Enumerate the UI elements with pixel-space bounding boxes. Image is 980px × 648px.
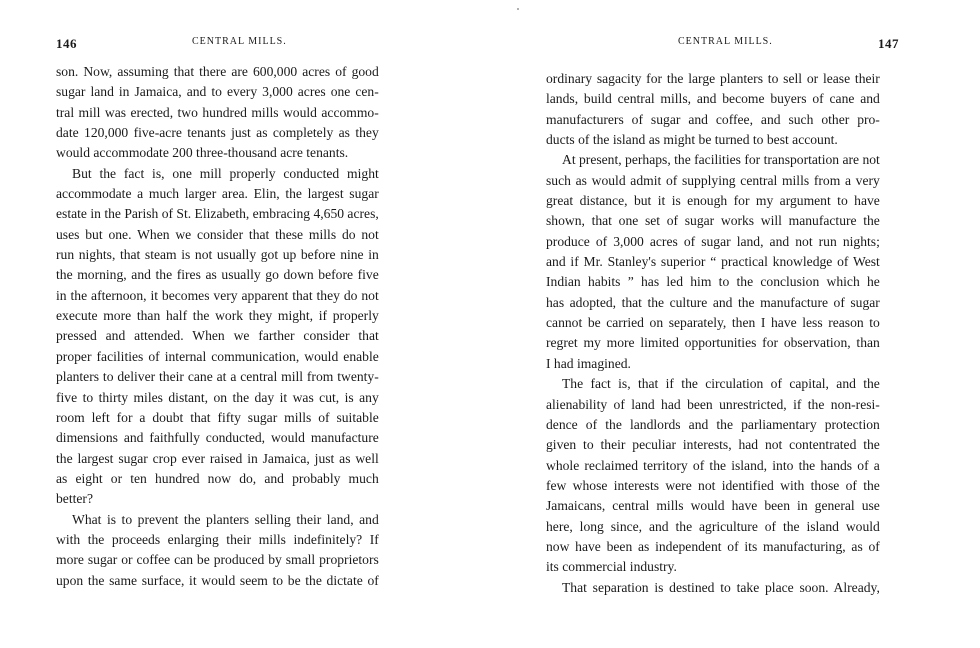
text-line: more sugar or coffee can be produced by small proprietors: [56, 552, 379, 568]
text-line: proper facilities of internal communication, would enable: [56, 348, 379, 364]
text-line: the largest sugar crop ever raised in Jamaica, just as well: [56, 450, 379, 466]
text-line: estate in the Parish of St. Elizabeth, embracing 4,650 acres,: [56, 206, 379, 222]
running-head: CENTRAL MILLS.: [678, 36, 773, 47]
text-line: The fact is, that if the circulation of capital, and the: [562, 376, 880, 392]
text-line: dence of the landlords and the parliamentary protection: [546, 416, 880, 432]
text-line: would accommodate 200 three-thousand acre tenants.: [56, 145, 349, 161]
text-line: At present, perhaps, the facilities for transportation are not: [562, 152, 880, 168]
text-line: What is to prevent the planters selling their land, and: [72, 511, 379, 527]
text-line: Indian habits ” has led him to the conclusion which he: [546, 274, 880, 290]
text-line: in the afternoon, it becomes very apparent that they do not: [56, 287, 379, 303]
text-line: room left for a doubt that fifty sugar mills of suitable: [56, 409, 379, 425]
text-line: sugar land in Jamaica, and to every 3,000 acres one cen-: [56, 84, 379, 100]
page-body: [56, 62, 379, 591]
text-line: shown, that one set of sugar works will manufacture the: [546, 213, 880, 229]
text-line: planters to deliver their cane at a central mill from twenty-: [56, 369, 379, 385]
text-line: tral mill was erected, two hundred mills would accommo-: [56, 104, 379, 120]
text-line: regret my more limited opportunities for observation, than: [546, 335, 880, 351]
text-line: But the fact is, one mill properly conducted might: [72, 165, 379, 181]
text-line: cannot be carried on separately, then I have less reason to: [546, 315, 880, 331]
text-line: five to thirty miles distant, on the day it was cut, is any: [56, 389, 379, 405]
text-line: has adopted, that the culture and the manufacture of sugar: [546, 294, 880, 310]
text-line: uses but one. When we consider that these mills do not: [56, 226, 379, 242]
text-line: produce of 3,000 acres of sugar land, and not run nights;: [546, 233, 880, 249]
text-line: lands, build central mills, and become buyers of cane and: [546, 91, 880, 107]
text-line: the morning, and the fires as usually go down before five: [56, 267, 379, 283]
text-line: pressed and attended. When we farther consider that: [56, 328, 379, 344]
page-number: 146: [56, 36, 77, 51]
text-line: great distance, but it is enough for my argument to have: [546, 193, 880, 209]
text-line: such as would admit of supplying central mills from a very: [546, 172, 880, 188]
text-line: That separation is destined to take place soon. Already,: [562, 579, 880, 595]
text-line: its commercial industry.: [546, 559, 677, 575]
text-line: run nights, that steam is not usually got up before nine in: [56, 247, 379, 263]
text-line: few whose interests were not identified with those of the: [546, 477, 880, 493]
text-line: now have been as independent of its manufacturing, as of: [546, 538, 880, 554]
text-line: better?: [56, 491, 93, 507]
text-line: and if Mr. Stanley's superior “ practical knowledge of West: [546, 254, 880, 270]
text-line: date 120,000 five-acre tenants just as completely as they: [56, 125, 379, 141]
running-head: CENTRAL MILLS.: [192, 36, 287, 47]
page-number: 147: [878, 36, 899, 51]
text-line: I had imagined.: [546, 355, 631, 371]
text-line: here, long since, and the agriculture of the island would: [546, 518, 880, 534]
text-line: alienability of land had been unrestricted, if the non-resi-: [546, 396, 880, 412]
text-line: dimensions and faithfully conducted, would manufacture: [56, 430, 379, 446]
text-line: with the proceeds enlarging their mills indefinitely? If: [56, 531, 379, 547]
text-line: ducts of the island as might be turned to best account.: [546, 132, 838, 148]
text-line: execute more than half the work they might, if properly: [56, 308, 379, 324]
text-line: ordinary sagacity for the large planters to sell or lease their: [546, 71, 880, 86]
text-line: given to their peculiar interests, had not contentrated the: [546, 437, 880, 453]
text-line: accommodate a much larger area. Elin, the largest sugar: [56, 186, 379, 202]
text-line: upon the same surface, it would seem to be the dictate of: [56, 572, 379, 588]
gutter-mark: [517, 8, 519, 10]
text-line: Jamaicans, central mills would have been in general use: [546, 498, 880, 514]
text-line: son. Now, assuming that there are 600,000 acres of good: [56, 64, 379, 79]
text-line: manufacturers of sugar and coffee, and such other pro-: [546, 111, 880, 127]
page-body: [546, 69, 880, 598]
text-line: as eight or ten hundred now do, and probably much: [56, 470, 379, 486]
text-line: whole reclaimed territory of the island, into the hands of a: [546, 457, 880, 473]
